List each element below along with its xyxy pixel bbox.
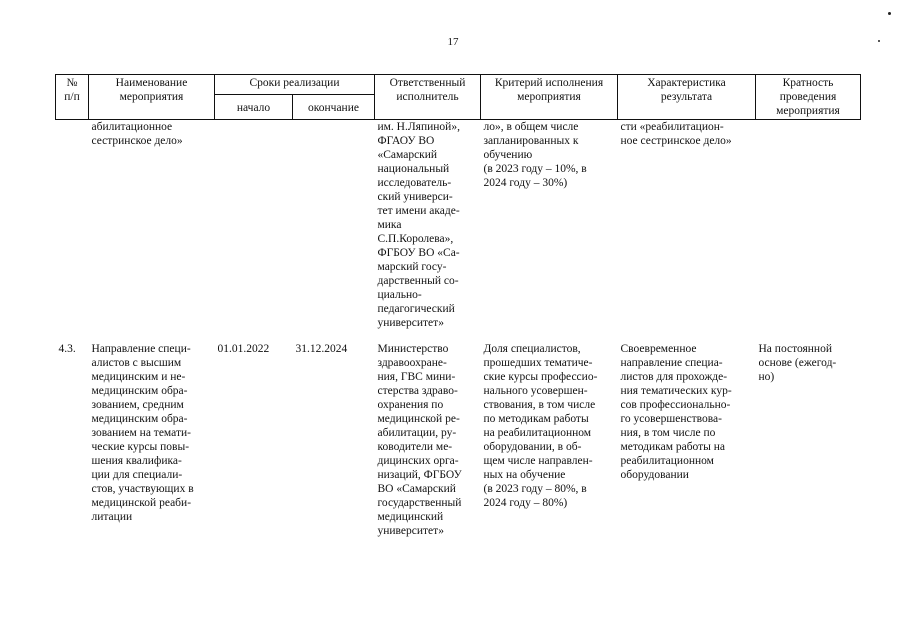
cell-result: сти «реабилитацион- ное сестринское дело»	[620, 121, 732, 147]
cell-responsible: Министерство здравоохране- ния, ГВС мини- стерства здраво- охранения по медицинской ре- абилитации, ру- ководители ме- дицинских орга- низаций, ФГБОУ ВО «Самарский государственный медицинский университет»	[377, 343, 462, 537]
cell-end: 31.12.2024	[295, 343, 348, 355]
cell-start: 01.01.2022	[217, 343, 270, 355]
header-frequency: Кратность проведения мероприятия	[756, 75, 861, 120]
table-row	[56, 342, 861, 538]
cell-criterion: ло», в общем числе запланированных к обучению (в 2023 году – 10%, в 2024 году – 30%)	[483, 121, 587, 189]
header-terms: Сроки реализации	[215, 75, 375, 95]
measures-table	[55, 74, 861, 538]
cell-frequency	[756, 120, 861, 343]
cell-result: Своевременное направление специа- листов для прохожде- ния тематических кур- сов профессионально- го усовершенствова- ния, в том числе по методикам работы на реабилитационном оборудовании	[620, 343, 732, 481]
cell-number	[56, 120, 89, 343]
header-end: окончание	[293, 94, 375, 119]
header-responsible: Ответственный исполнитель	[375, 75, 481, 120]
cell-start	[215, 120, 293, 343]
cell-name: абилитационное сестринское дело»	[91, 121, 183, 147]
header-result: Характеристика результата	[618, 75, 756, 120]
table-row	[56, 120, 861, 343]
scan-speck	[878, 40, 880, 42]
cell-number: 4.3.	[58, 343, 76, 355]
cell-frequency: На постоянной основе (ежегод- но)	[758, 343, 837, 383]
cell-criterion: Доля специалистов, прошедших тематиче- ские курсы профессио- нального усовершен- ствования, в том числе по методикам работы на реабилитационном оборудовании, в об- щем числе направлен- ных на обучение (в 2023 году – 80%, в 2024 году – 80%)	[483, 343, 598, 509]
cell-name: Направление специ- алистов с высшим медицинским и не- медицинским обра- зованием, средним медицинским обра- зованием на темати- ческие курсы повы- шения квалифика- ции для специали- стов, участвующих в медицинской реаби- литации	[91, 343, 194, 523]
header-number: № п/п	[56, 75, 89, 120]
page-number: 17	[447, 36, 459, 48]
scan-speck	[888, 12, 891, 15]
header-row	[56, 75, 861, 95]
header-name: Наименование мероприятия	[89, 75, 215, 120]
cell-responsible: им. Н.Ляпиной», ФГАОУ ВО «Самарский национальный исследователь- ский универси- тет имени акаде- мика С.П.Королева», ФГБОУ ВО «Са- марский госу- дарственный со- циально- педагогический университет»	[377, 121, 460, 329]
header-criterion: Критерий исполнения мероприятия	[481, 75, 618, 120]
header-start: начало	[215, 94, 293, 119]
cell-end	[293, 120, 375, 343]
